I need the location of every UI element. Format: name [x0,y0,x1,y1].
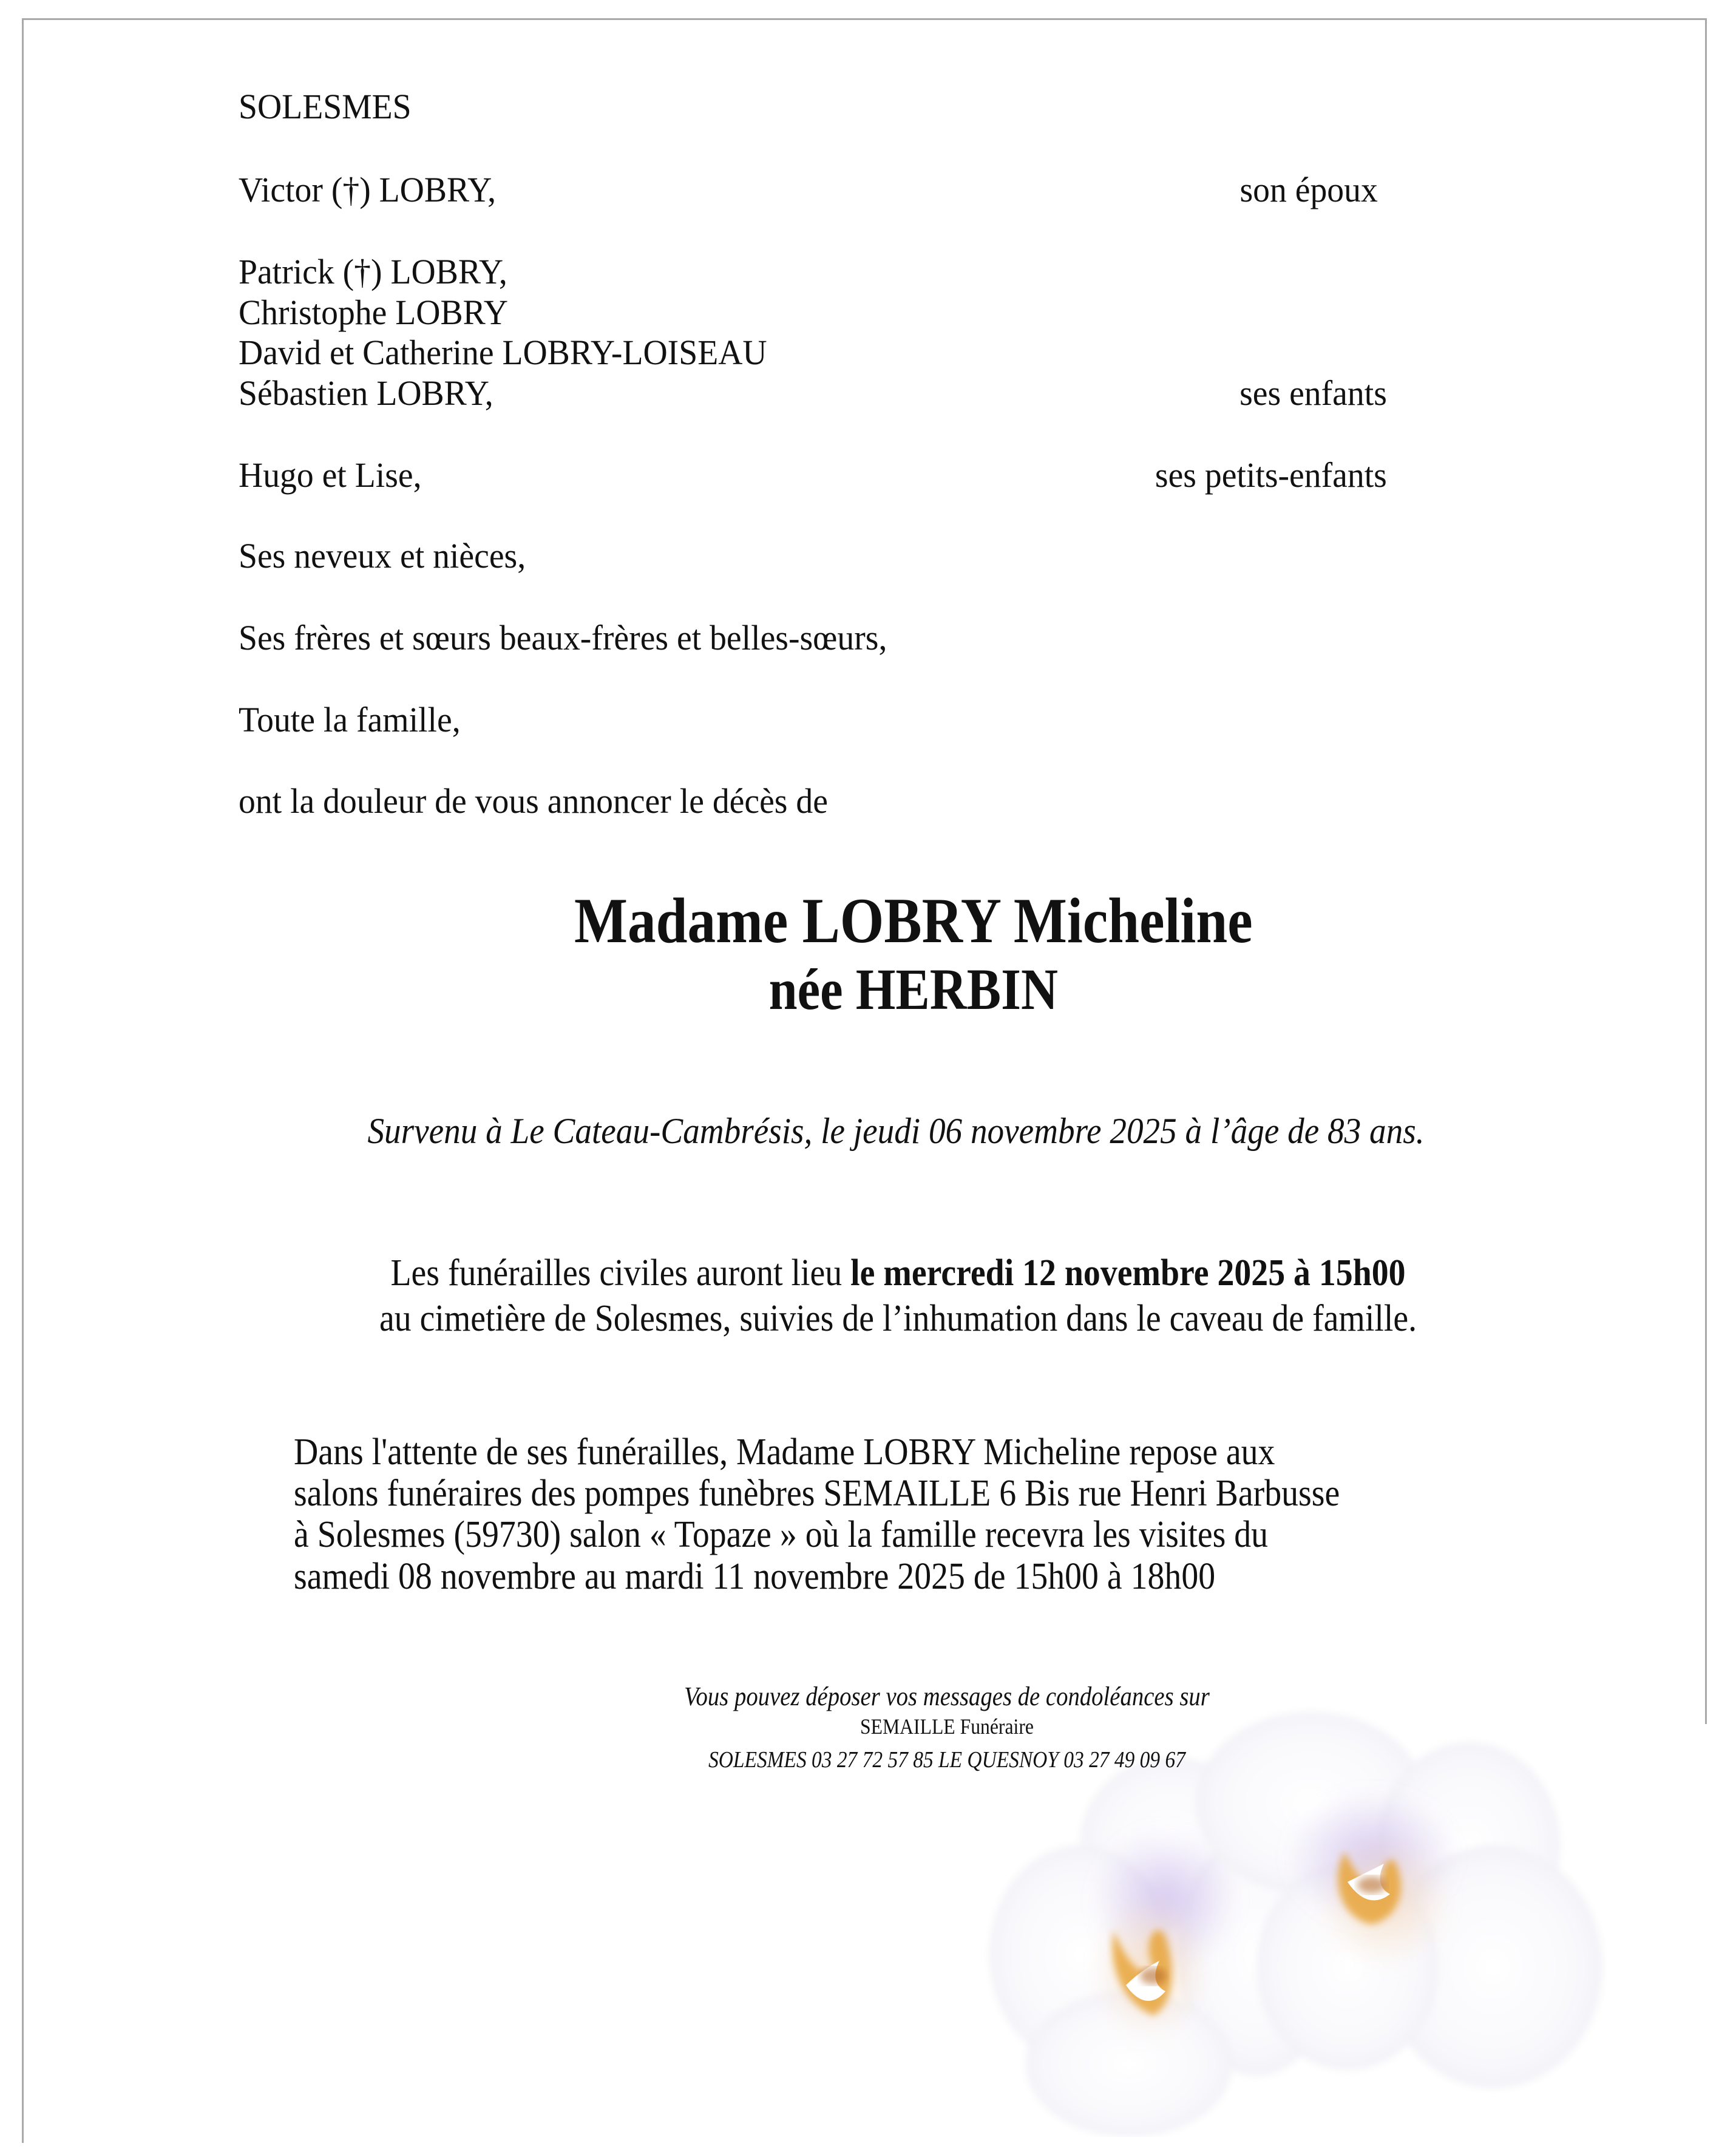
town-header: SOLESMES [239,87,412,126]
extended-family-line: Ses neveux et nièces, [239,536,526,575]
funeral-line-2: au cimetière de Solesmes, suivies de l’inhumation dans le caveau de famille. [379,1298,1417,1339]
wake-line: Dans l'attente de ses funérailles, Madame LOBRY Micheline repose aux [294,1431,1275,1473]
deceased-maiden-name: née HERBIN [768,957,1058,1022]
wake-line: salons funéraires des pompes funèbres SEMAILLE 6 Bis rue Henri Barbusse [294,1473,1340,1514]
family-name-child: Patrick (†) LOBRY, [239,252,507,291]
relation-spouse: son époux [1239,170,1378,209]
family-name-spouse: Victor (†) LOBRY, [239,170,497,209]
announcement-text: ont la douleur de vous annoncer le décès de [239,781,828,821]
deceased-name: Madame LOBRY Micheline [574,885,1253,956]
wake-line: samedi 08 novembre au mardi 11 novembre 2025 de 15h00 à 18h00 [294,1556,1216,1597]
family-name-grandchildren: Hugo et Lise, [239,455,422,495]
condolences-text: Vous pouvez déposer vos messages de condoléances sur [684,1682,1210,1711]
funeral-line-1 [87,1254,1649,1292]
relation-grandchildren: ses petits-enfants [1155,455,1387,495]
funeral-line-1-prefix: Les funérailles civiles auront lieu [390,1252,851,1294]
extended-family-line: Ses frères et sœurs beaux-frères et belles-sœurs, [239,618,887,657]
relation-children: ses enfants [1239,373,1387,413]
funeral-company-phones: SOLESMES 03 27 72 57 85 LE QUESNOY 03 27 49 09 67 [708,1747,1185,1773]
family-name-child: David et Catherine LOBRY-LOISEAU [239,333,767,372]
family-name-child: Sébastien LOBRY, [239,373,493,413]
wake-line: à Solesmes (59730) salon « Topaze » où la famille recevra les visites du [294,1514,1269,1555]
funeral-date-time: le mercredi 12 novembre 2025 à 15h00 [850,1252,1406,1294]
funeral-company-name: SEMAILLE Funéraire [860,1714,1034,1739]
family-name-child: Christophe LOBRY [239,293,508,332]
extended-family-line: Toute la famille, [239,700,461,739]
death-details: Survenu à Le Cateau-Cambrésis, le jeudi 06 novembre 2025 à l’âge de 83 ans. [367,1111,1425,1151]
